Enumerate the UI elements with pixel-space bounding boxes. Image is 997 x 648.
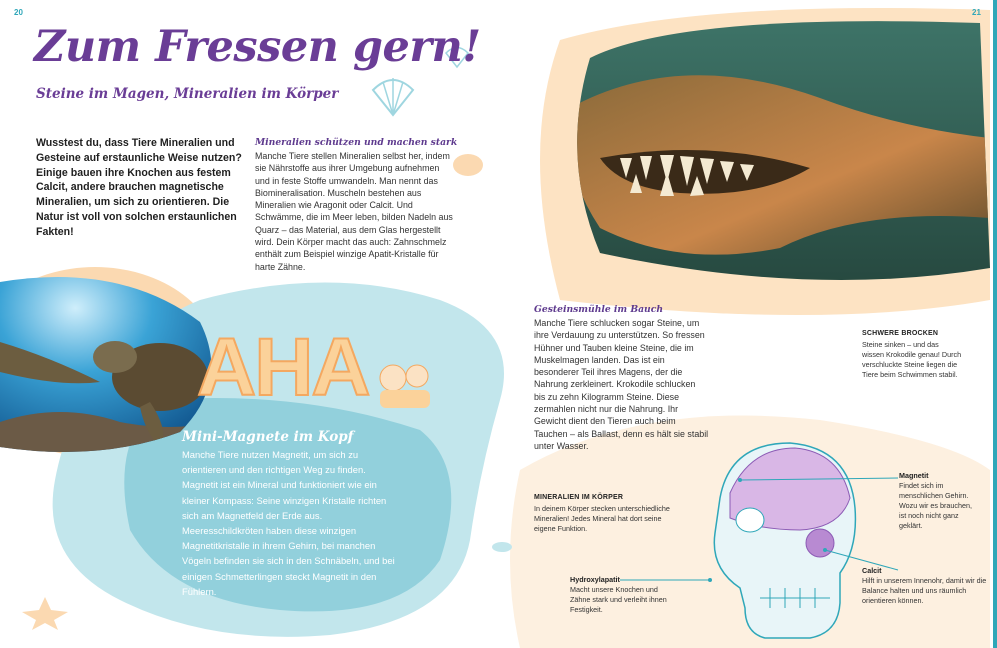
page-title: Zum Fressen gern! (34, 22, 481, 72)
calcit-label: Calcit (862, 566, 882, 575)
label-connectors (620, 470, 900, 600)
page-number-left: 20 (14, 8, 23, 17)
mini-magnete-text: Manche Tiere nutzen Magnetit, um sich zu orientieren und den richtigen Weg zu finden. Magnetit ist ein Mineral und funktioniert wie ein kleiner Kompass: Seine winzigen Kristalle richten sich am Magnetfeld der Erde aus. Meeresschildkröten haben diese winzigen Magnetitkristalle in ihrem Gehirn, bei manchen Vögeln befinden sie sich in den Schnäbeln, und bei einigen Schmetterlingen steckt Magnetit in den Fühlern. (182, 449, 395, 597)
aha-badge (195, 320, 440, 410)
page-number-right: 21 (972, 8, 981, 17)
kids-icon (380, 365, 430, 408)
section1-heading: Mineralien schützen und machen stark (255, 137, 458, 148)
section1-text: Manche Tiere stellen Mineralien selbst her, indem sie Nährstoffe aus ihrer Umgebung aufnehmen und in feste Stoffe umwandeln. Man nennt das Biomineralisation. Muscheln bestehen aus Mineralien wie Aragonit oder Calcit. Und Schwämme, die im Meer leben, bilden Nadeln aus Quarz – das Material, aus dem Glas hergestellt wird. Dein Körper macht das auch: Zahnschmelz enthält zum Beispiel winzige Apatit-Kristalle für harte Zähne. (255, 151, 453, 272)
spiral-shell-icon (450, 150, 486, 180)
turtle-photo (0, 272, 215, 452)
hydroxylapatit-text: Macht unsere Knochen und Zähne stark und verleiht ihnen Festigkeit. (570, 585, 667, 614)
page-subtitle: Steine im Magen, Mineralien im Körper (36, 86, 339, 102)
calcit-text: Hilft in unserem Innenohr, damit wir die Balance halten und uns räumlich orientieren können. (862, 576, 987, 605)
schwere-brocken-heading: SCHWERE BROCKEN (862, 330, 939, 337)
magnetit-text: Findet sich im menschlichen Gehirn. Wozu wir es brauchen, ist noch nicht ganz geklärt. (899, 481, 972, 530)
shell-icon-small (490, 540, 514, 554)
intro-text: Wusstest du, dass Tiere Mineralien und Gesteine auf erstaunliche Weise nutzen? Einige bauen ihre Knochen aus festem Calcit, andere brauchen magnetische Mineralien, um sich zu orientieren. Die Natur ist voll von solchen erstaunlichen Fakten! (36, 137, 242, 238)
aha-text: AHA (197, 322, 369, 410)
scallop-shell-icon (368, 70, 418, 120)
page-edge-strip (993, 0, 997, 648)
hydroxylapatit-label: Hydroxylapatit (570, 575, 620, 584)
magnetit-label: Magnetit (899, 471, 929, 480)
mineralien-koerper-heading: MINERALIEN IM KÖRPER (534, 494, 624, 501)
gesteinsmuehle-text: Manche Tiere schlucken sogar Steine, um ihre Verdauung zu unterstützen. So fressen Hühner und Tauben kleine Steine, die im Muskelmagen landen. Das ist ein besonderer Teil ihres Magens, der die Nahrung zerkleinert. Krokodile schlucken bis zu zehn Kilogramm Steine. Diese zermahlen nicht nur die Nahrung. Ihr Gewicht dient den Tieren auch beim Tauchen – als Ballast, denn es hält sie stabil unter Wasser. (534, 318, 709, 451)
starfish-icon (18, 592, 73, 632)
schwere-brocken-text: Steine sinken – und das wissen Krokodile genau! Durch verschluckte Steine liegen die Tiere beim Schwimmen stabil. (862, 340, 962, 379)
mini-magnete-heading: Mini-Magnete im Kopf (182, 429, 354, 445)
crocodile-photo (560, 18, 990, 288)
mineralien-koerper-text: In deinem Körper stecken unterschiedliche Mineralien! Jedes Mineral hat dort seine eigene Funktion. (534, 504, 670, 533)
gesteinsmuehle-heading: Gesteinsmühle im Bauch (534, 304, 663, 315)
